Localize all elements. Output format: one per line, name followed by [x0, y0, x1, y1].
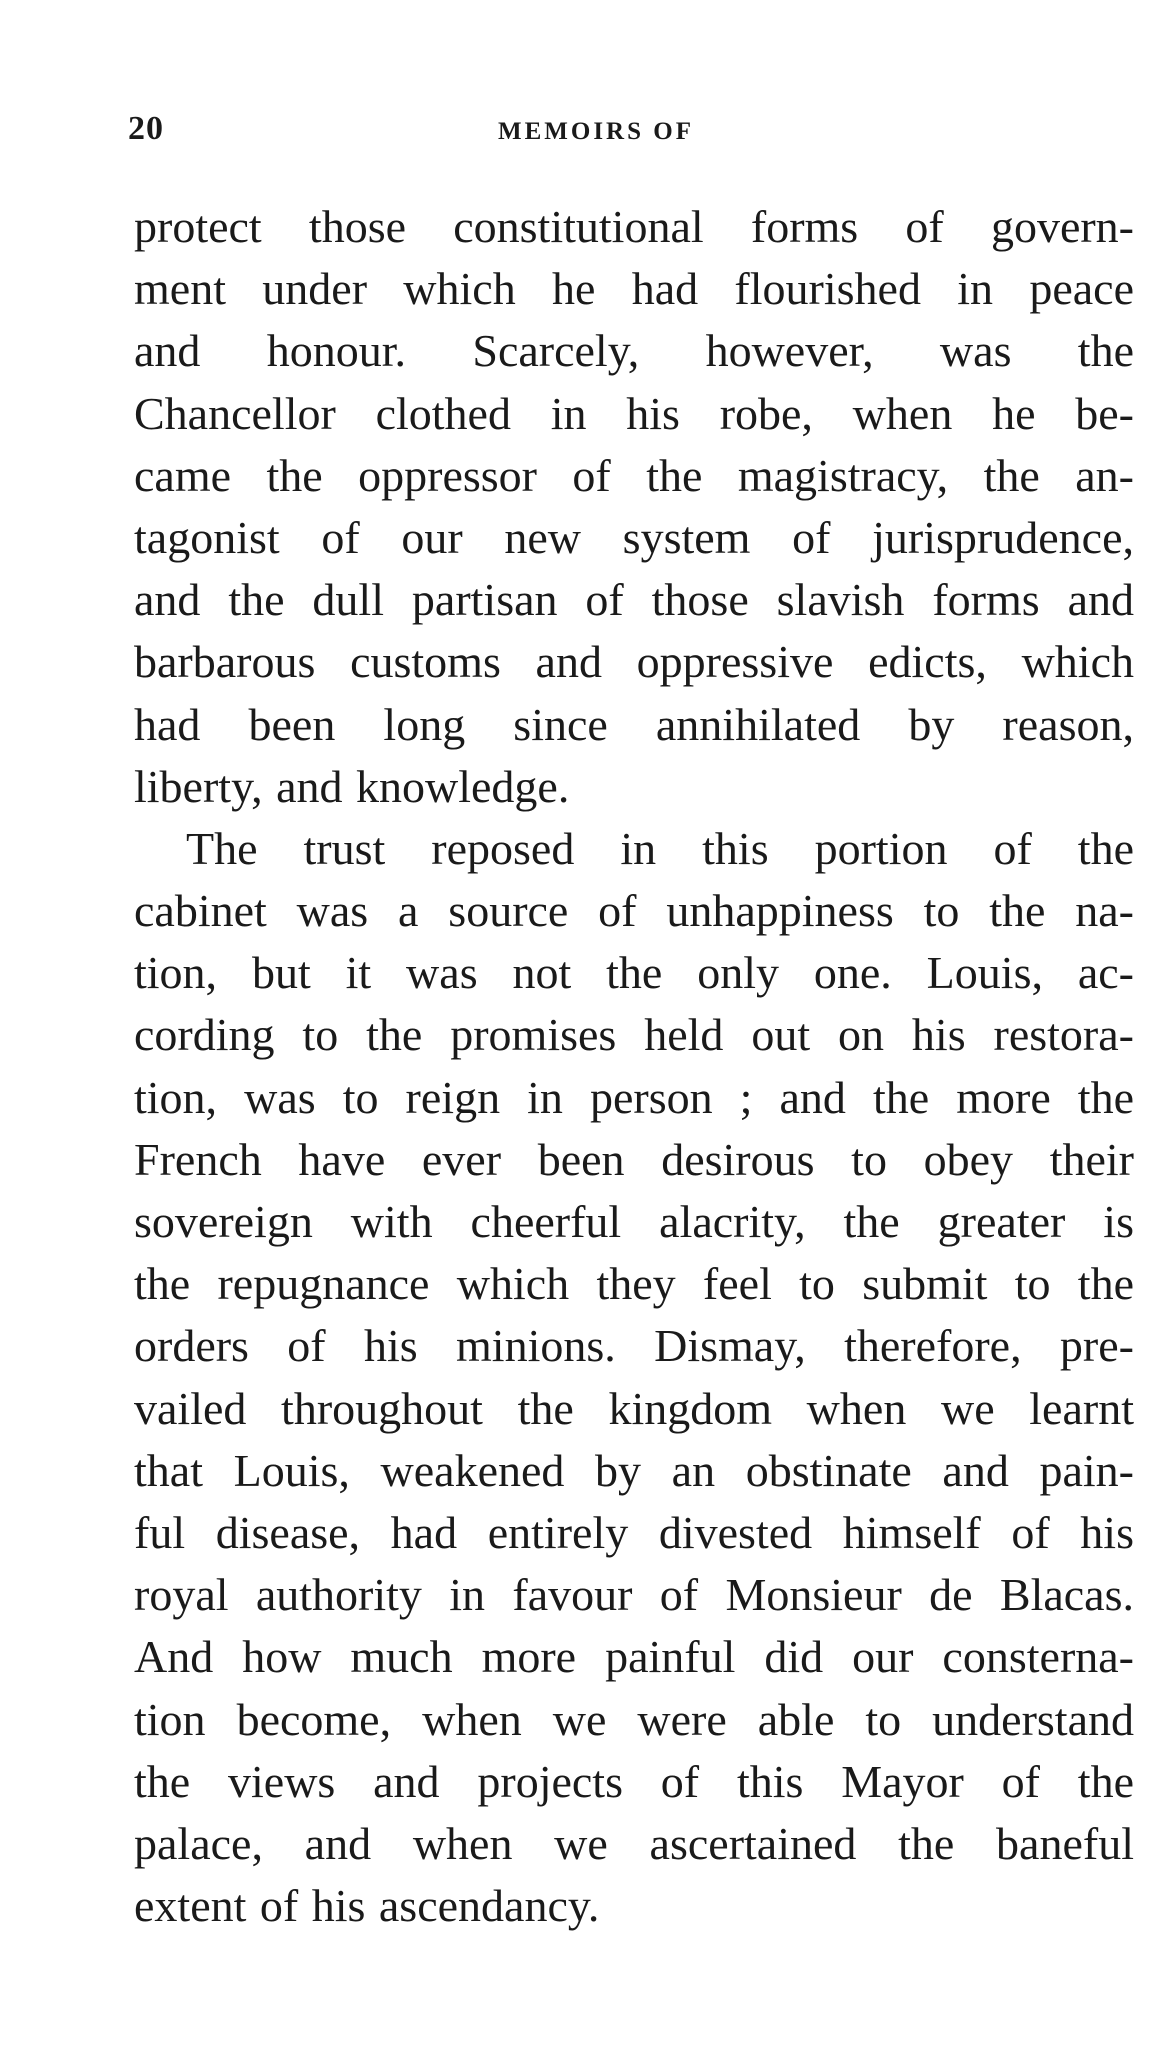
text-line: tion, but it was not the only one. Louis, ac-	[134, 947, 1134, 999]
text-line: vailed throughout the kingdom when we learnt	[134, 1382, 1134, 1434]
text-line: tion become, when we were able to understand	[134, 1693, 1134, 1745]
text-line: ment under which he had flourished in peace	[134, 263, 1134, 315]
text-line: palace, and when we ascertained the baneful	[134, 1817, 1134, 1869]
text-line: the views and projects of this Mayor of the	[134, 1755, 1134, 1807]
running-title: MEMOIRS OF	[498, 118, 694, 145]
text-line: royal authority in favour of Monsieur de Blacas.	[134, 1569, 1134, 1621]
text-line: orders of his minions. Dismay, therefore, pre-	[134, 1320, 1134, 1372]
text-line: The trust reposed in this portion of the	[186, 822, 1134, 874]
text-line: tagonist of our new system of jurisprudence,	[134, 511, 1134, 563]
text-line: protect those constitutional forms of govern-	[134, 201, 1134, 252]
text-line: that Louis, weakened by an obstinate and pain-	[134, 1444, 1134, 1496]
text-line: had been long since annihilated by reason,	[134, 698, 1134, 750]
text-line: Chancellor clothed in his robe, when he be-	[134, 387, 1134, 439]
text-line: cabinet was a source of unhappiness to the na-	[134, 885, 1134, 937]
text-line: and the dull partisan of those slavish forms and	[134, 574, 1134, 626]
text-line: and honour. Scarcely, however, was the	[134, 325, 1134, 377]
paragraph-1	[134, 196, 1134, 818]
text-line: cording to the promises held out on his restora-	[134, 1009, 1134, 1061]
running-head	[128, 110, 768, 160]
text-line: sovereign with cheerful alacrity, the greater is	[134, 1196, 1134, 1247]
text-line: French have ever been desirous to obey their	[134, 1133, 1134, 1185]
text-line: tion, was to reign in person ; and the more the	[134, 1071, 1134, 1123]
body-text	[134, 196, 1134, 1937]
text-line: extent of his ascendancy.	[134, 1880, 600, 1932]
page-number: 20	[128, 110, 164, 147]
text-line: the repugnance which they feel to submit to the	[134, 1258, 1134, 1310]
text-line: ful disease, had entirely divested himself of his	[134, 1506, 1134, 1558]
paragraph-2	[134, 818, 1134, 1937]
text-line: liberty, and knowledge.	[134, 760, 570, 812]
text-line: barbarous customs and oppressive edicts, which	[134, 636, 1134, 688]
text-line: And how much more painful did our consterna-	[134, 1631, 1134, 1683]
text-line: came the oppressor of the magistracy, the an-	[134, 449, 1134, 501]
